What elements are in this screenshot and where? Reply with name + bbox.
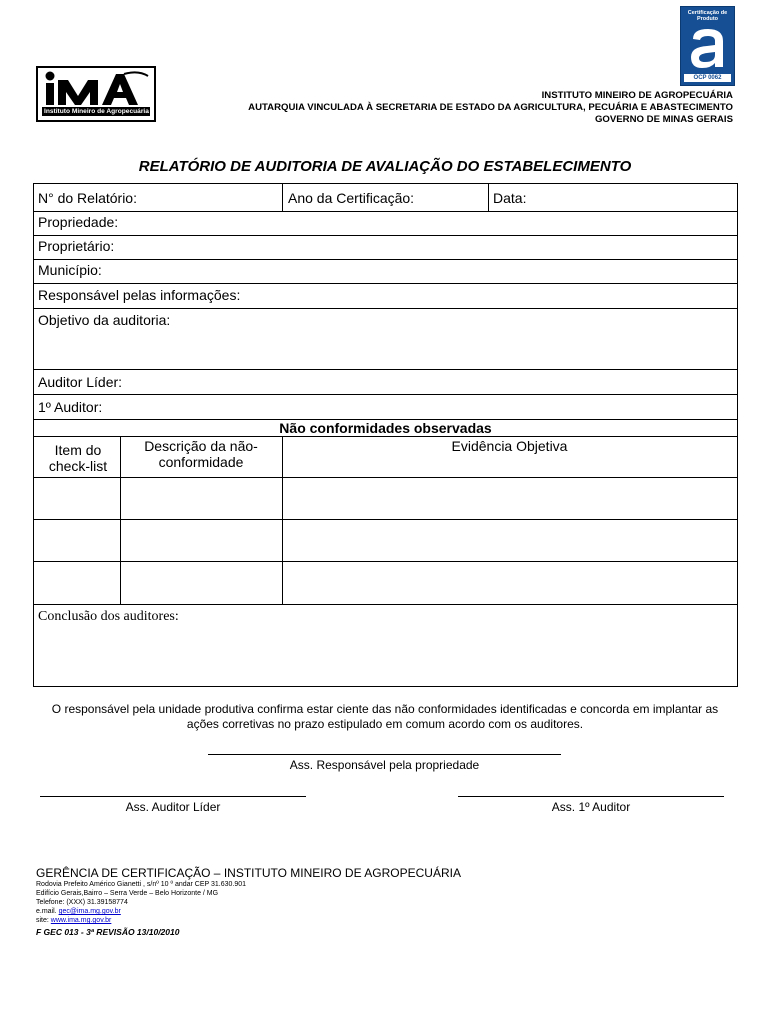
property-label: Propriedade: bbox=[38, 214, 119, 230]
row-divider bbox=[34, 394, 737, 395]
row-divider bbox=[34, 477, 737, 478]
ima-logo bbox=[36, 66, 156, 122]
col-divider bbox=[488, 184, 489, 211]
row-divider bbox=[34, 211, 737, 212]
institution-header bbox=[248, 90, 733, 126]
row-divider bbox=[34, 235, 737, 236]
row-divider bbox=[34, 519, 737, 520]
footer-address-line1: Rodovia Prefeito Américo Gianetti , s/nº 10 º andar CEP 31.630.901 bbox=[36, 881, 247, 888]
lead-auditor-label: Auditor Líder: bbox=[38, 374, 123, 390]
form-revision: F GEC 013 - 3ª REVISÃO 13/10/2010 bbox=[36, 927, 180, 937]
first-auditor-label: 1º Auditor: bbox=[38, 399, 103, 415]
signature-label-lead-auditor: Ass. Auditor Líder bbox=[125, 800, 221, 814]
col-header-description: Descrição da não-conformidade bbox=[144, 438, 258, 470]
non-conformities-heading: Não conformidades observadas bbox=[279, 420, 492, 436]
acknowledgement-statement: O responsável pela unidade produtiva confirma estar ciente das não conformidades identificadas e concorda em implantar as ações corretivas no prazo estipulado em comum acordo com os auditores. bbox=[51, 702, 719, 731]
certification-logo bbox=[680, 6, 735, 86]
signature-label-first-auditor: Ass. 1º Auditor bbox=[551, 800, 631, 814]
document-title: RELATÓRIO DE AUDITORIA DE AVALIAÇÃO DO ESTABELECIMENTO bbox=[138, 158, 632, 175]
footer-address-line2: Edifício Gerais,Bairro – Serra Verde – Belo Horizonte / MG bbox=[36, 890, 219, 897]
col-header-item: Item do check-list bbox=[48, 442, 108, 474]
footer bbox=[36, 866, 461, 938]
row-divider bbox=[34, 308, 737, 309]
audit-form bbox=[33, 183, 738, 687]
row-divider bbox=[34, 283, 737, 284]
certification-logo-title: Certificação de Produto bbox=[687, 10, 728, 22]
certification-a-icon bbox=[687, 25, 729, 69]
certification-code: OCP 0062 bbox=[684, 74, 731, 82]
col-divider bbox=[282, 184, 283, 211]
certification-year-label: Ano da Certificação: bbox=[288, 190, 415, 206]
row-divider bbox=[34, 561, 737, 562]
ima-logo-subtitle: Instituto Mineiro de Agropecuária bbox=[44, 108, 149, 115]
col-divider bbox=[120, 436, 121, 604]
institution-name: INSTITUTO MINEIRO DE AGROPECUÁRIA bbox=[541, 90, 733, 101]
owner-label: Proprietário: bbox=[38, 238, 115, 254]
row-divider bbox=[34, 436, 737, 437]
row-divider bbox=[34, 369, 737, 370]
conclusion-label: Conclusão dos auditores: bbox=[38, 609, 179, 624]
footer-email-link[interactable]: gec@ima.mg.gov.br bbox=[58, 908, 121, 915]
signature-label-responsible: Ass. Responsável pela propriedade bbox=[289, 758, 480, 772]
signature-line-lead-auditor bbox=[40, 796, 306, 797]
institution-affiliation: AUTARQUIA VINCULADA À SECRETARIA DE ESTADO DA AGRICULTURA, PECUÁRIA E ABASTECIMENTO bbox=[248, 102, 733, 113]
footer-title: GERÊNCIA DE CERTIFICAÇÃO – INSTITUTO MINEIRO DE AGROPECUÁRIA bbox=[36, 866, 461, 880]
responsible-label: Responsável pelas informações: bbox=[38, 287, 241, 303]
institution-government: GOVERNO DE MINAS GERAIS bbox=[594, 114, 733, 125]
footer-site-link[interactable]: www.ima.mg.gov.br bbox=[50, 917, 112, 924]
signature-line-first-auditor bbox=[458, 796, 724, 797]
footer-site-label: site: bbox=[36, 917, 49, 924]
col-header-evidence: Evidência Objetiva bbox=[451, 438, 568, 454]
footer-email-row bbox=[36, 907, 461, 916]
footer-phone: Telefone: (XXX) 31.39158774 bbox=[36, 899, 128, 906]
row-divider bbox=[34, 259, 737, 260]
report-number-label: N° do Relatório: bbox=[38, 190, 137, 206]
row-divider bbox=[34, 604, 737, 605]
audit-objective-label: Objetivo da auditoria: bbox=[38, 312, 171, 328]
date-label: Data: bbox=[493, 190, 527, 206]
signature-line-responsible bbox=[208, 754, 561, 755]
ima-logo-graphic bbox=[38, 68, 154, 108]
municipality-label: Município: bbox=[38, 262, 102, 278]
footer-email-label: e.mail. bbox=[36, 908, 57, 915]
footer-site-row bbox=[36, 916, 461, 925]
col-divider bbox=[282, 436, 283, 604]
